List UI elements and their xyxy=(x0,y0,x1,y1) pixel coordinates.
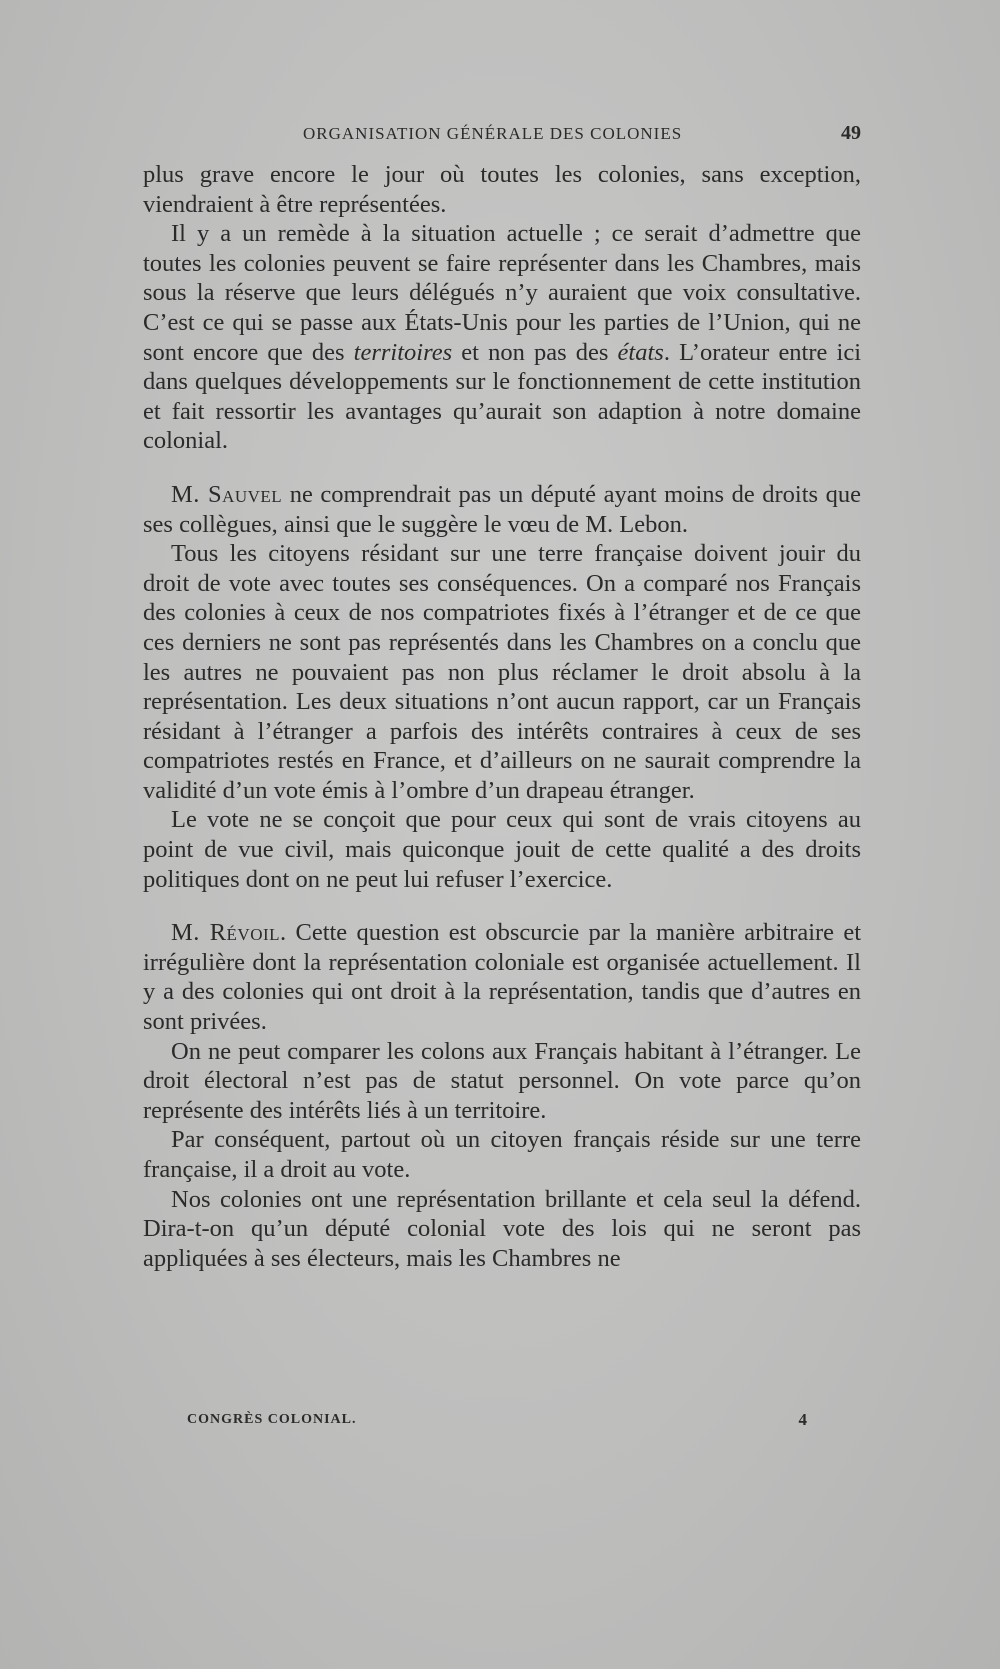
signature-mark: CONGRÈS COLONIAL. xyxy=(187,1412,357,1427)
paragraph xyxy=(143,219,861,456)
running-title: ORGANISATION GÉNÉRALE DES COLONIES xyxy=(303,124,683,143)
text-run: . Cette question est obscurcie par la manière arbitraire et irrégulière dont la représentation coloniale est organisée actuellement. Il y a des colonies qui ont droit à la représentation, tandis que d’autres en sont privées. xyxy=(143,919,862,1036)
body-text xyxy=(143,160,861,1273)
paragraph xyxy=(143,918,861,1036)
page-footer xyxy=(187,1410,807,1434)
paragraph: plus grave encore le jour où toutes les colonies, sans exception, viendraient à être représentées. xyxy=(143,161,861,218)
page-number: 49 xyxy=(841,122,861,144)
page-header xyxy=(143,122,861,152)
paragraph: Le vote ne se conçoit que pour ceux qui sont de vrais citoyens au point de vue civil, mais quiconque jouit de cette qualité a des droits politiques dont on ne peut lui refuser l’exercice. xyxy=(143,806,861,893)
paragraph: On ne peut comparer les colons aux Français habitant à l’étranger. Le droit électoral n’est pas de statut personnel. On vote parce qu’on représente des intérêts liés à un territoire. xyxy=(143,1037,861,1124)
italic-term: états xyxy=(617,338,664,366)
paragraph: Par conséquent, partout où un citoyen français réside sur une terre française, il a droit au vote. xyxy=(143,1126,861,1183)
signature-number: 4 xyxy=(798,1410,807,1429)
text-run: ne comprendrait pas un député ayant moins de droits que ses collègues, ainsi que le suggère le vœu de M. Lebon. xyxy=(143,480,861,538)
paragraph: Nos colonies ont une représentation brillante et cela seul la défend. Dira-t-on qu’un député colonial vote des lois qui ne seront pas appliquées à ses électeurs, mais les Chambres ne xyxy=(143,1185,861,1272)
text-run: . L’orateur entre ici dans quelques développements sur le fonctionnement de cette institution et fait ressortir les avantages qu’aurait son adaption à notre domaine colonial. xyxy=(143,338,862,455)
paragraph: Tous les citoyens résidant sur une terre française doivent jouir du droit de vote avec toutes ses conséquences. On a comparé nos Français des colonies à ceux de nos compatriotes fixés à l’étranger et de ce que ces derniers ne sont pas représentés dans les Chambres on a conclu que les autres ne pouvaient pas non plus réclamer le droit absolu à la représentation. Les deux situations n’ont aucun rapport, car un Français résidant à l’étranger a parfois des intérêts contraires à ceux de ses compatriotes restés en France, et d’ailleurs on ne saurait comprendre la validité d’un vote émis à l’ombre d’un drapeau étranger. xyxy=(143,540,861,804)
speaker-name: M. Révoil xyxy=(171,919,281,947)
speaker-name: M. Sauvel xyxy=(171,480,283,508)
paragraph xyxy=(143,480,861,539)
text-run: Il y a un remède à la situation actuelle ; ce serait d’admettre que toutes les colonies peuvent se faire représenter dans les Chambres, mais sous la réserve que leurs délégués n’y auraient que voix consultative. C’est ce qui se passe aux États-Unis pour les parties de l’Union, qui ne sont encore que des xyxy=(143,220,861,366)
text-run: et non pas des xyxy=(452,338,618,366)
italic-term: territoires xyxy=(353,338,453,366)
